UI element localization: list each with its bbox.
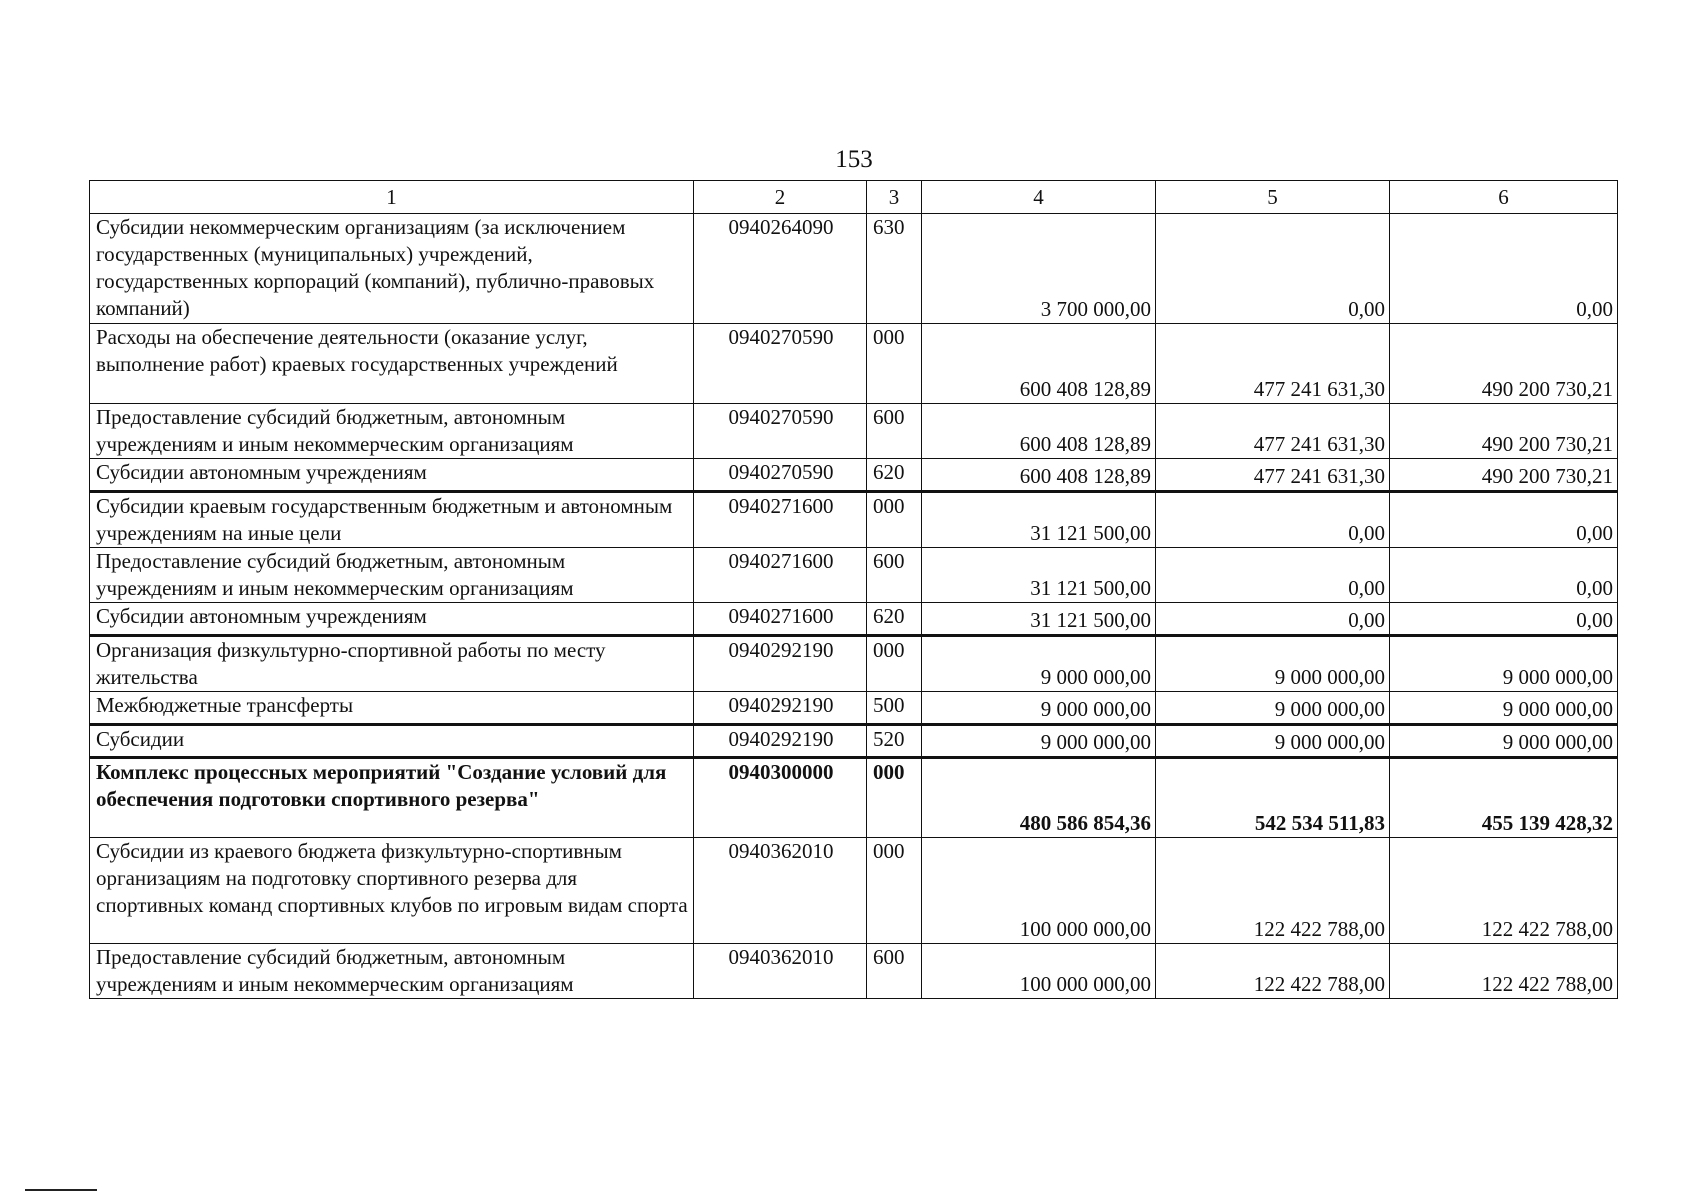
- row-name-cell: Субсидии краевым государственным бюджетным и автономным учреждениям на иные цели: [90, 492, 694, 548]
- row-kvr-cell: 500: [867, 692, 922, 725]
- row-kvr-cell: 630: [867, 214, 922, 324]
- row-amount-5-cell: 0,00: [1156, 603, 1390, 636]
- row-kvr-cell: 600: [867, 548, 922, 603]
- table-row: [90, 214, 1618, 324]
- row-kvr-cell: 000: [867, 324, 922, 404]
- header-row: [90, 181, 1618, 214]
- row-name-cell: Субсидии: [90, 725, 694, 758]
- row-kvr-cell: 000: [867, 492, 922, 548]
- table-row: [90, 404, 1618, 459]
- row-amount-5-cell: 122 422 788,00: [1156, 944, 1390, 999]
- row-amount-5-cell: 9 000 000,00: [1156, 636, 1390, 692]
- row-code-cell: 0940271600: [694, 603, 867, 636]
- row-amount-6-cell: 0,00: [1390, 548, 1618, 603]
- column-header-1: 1: [90, 181, 694, 214]
- row-name-cell: Субсидии из краевого бюджета физкультурно-спортивным организациям на подготовку спортивного резерва для спортивных команд спортивных клубов по игровым видам спорта: [90, 838, 694, 944]
- row-name-cell: Предоставление субсидий бюджетным, автономным учреждениям и иным некоммерческим организациям: [90, 404, 694, 459]
- row-code-cell: 0940270590: [694, 404, 867, 459]
- row-kvr-cell: 620: [867, 603, 922, 636]
- table-row: [90, 548, 1618, 603]
- row-amount-4-cell: 9 000 000,00: [922, 725, 1156, 758]
- row-amount-5-cell: 477 241 631,30: [1156, 324, 1390, 404]
- row-kvr-cell: 520: [867, 725, 922, 758]
- table-row: [90, 492, 1618, 548]
- row-amount-6-cell: 122 422 788,00: [1390, 838, 1618, 944]
- row-amount-6-cell: 9 000 000,00: [1390, 725, 1618, 758]
- row-kvr-cell: 600: [867, 944, 922, 999]
- row-kvr-cell: 620: [867, 459, 922, 492]
- row-kvr-cell: 600: [867, 404, 922, 459]
- row-amount-4-cell: 480 586 854,36: [922, 758, 1156, 838]
- table-row: [90, 692, 1618, 725]
- table-row: [90, 459, 1618, 492]
- row-amount-4-cell: 31 121 500,00: [922, 548, 1156, 603]
- row-code-cell: 0940292190: [694, 692, 867, 725]
- row-amount-6-cell: 455 139 428,32: [1390, 758, 1618, 838]
- row-amount-6-cell: 9 000 000,00: [1390, 636, 1618, 692]
- row-amount-5-cell: 0,00: [1156, 548, 1390, 603]
- table-row: [90, 758, 1618, 838]
- row-amount-4-cell: 600 408 128,89: [922, 404, 1156, 459]
- row-amount-4-cell: 100 000 000,00: [922, 838, 1156, 944]
- row-amount-5-cell: 542 534 511,83: [1156, 758, 1390, 838]
- column-header-3: 3: [867, 181, 922, 214]
- row-amount-6-cell: 122 422 788,00: [1390, 944, 1618, 999]
- row-amount-4-cell: 600 408 128,89: [922, 459, 1156, 492]
- row-kvr-cell: 000: [867, 636, 922, 692]
- table-row: [90, 944, 1618, 999]
- footnote-divider: [25, 1189, 97, 1191]
- table-row: [90, 725, 1618, 758]
- row-name-cell: Расходы на обеспечение деятельности (оказание услуг, выполнение работ) краевых государственных учреждений: [90, 324, 694, 404]
- row-amount-6-cell: 9 000 000,00: [1390, 692, 1618, 725]
- row-name-cell: Межбюджетные трансферты: [90, 692, 694, 725]
- table-row: [90, 603, 1618, 636]
- column-header-2: 2: [694, 181, 867, 214]
- row-name-cell: Предоставление субсидий бюджетным, автономным учреждениям и иным некоммерческим организациям: [90, 548, 694, 603]
- row-amount-5-cell: 477 241 631,30: [1156, 459, 1390, 492]
- row-code-cell: 0940362010: [694, 944, 867, 999]
- row-kvr-cell: 000: [867, 758, 922, 838]
- column-header-6: 6: [1390, 181, 1618, 214]
- row-kvr-cell: 000: [867, 838, 922, 944]
- row-amount-6-cell: 0,00: [1390, 492, 1618, 548]
- row-amount-5-cell: 0,00: [1156, 214, 1390, 324]
- column-header-4: 4: [922, 181, 1156, 214]
- row-amount-5-cell: 9 000 000,00: [1156, 692, 1390, 725]
- budget-table: [89, 180, 1618, 999]
- row-code-cell: 0940300000: [694, 758, 867, 838]
- row-name-cell: Комплекс процессных мероприятий "Создание условий для обеспечения подготовки спортивного резерва": [90, 758, 694, 838]
- row-amount-4-cell: 31 121 500,00: [922, 492, 1156, 548]
- row-code-cell: 0940271600: [694, 548, 867, 603]
- row-amount-6-cell: 0,00: [1390, 214, 1618, 324]
- row-amount-6-cell: 490 200 730,21: [1390, 459, 1618, 492]
- row-amount-5-cell: 122 422 788,00: [1156, 838, 1390, 944]
- table-row: [90, 636, 1618, 692]
- row-amount-4-cell: 9 000 000,00: [922, 692, 1156, 725]
- row-amount-4-cell: 3 700 000,00: [922, 214, 1156, 324]
- row-code-cell: 0940264090: [694, 214, 867, 324]
- row-amount-4-cell: 9 000 000,00: [922, 636, 1156, 692]
- row-name-cell: Субсидии автономным учреждениям: [90, 459, 694, 492]
- row-amount-4-cell: 600 408 128,89: [922, 324, 1156, 404]
- row-name-cell: Субсидии автономным учреждениям: [90, 603, 694, 636]
- column-header-5: 5: [1156, 181, 1390, 214]
- row-amount-5-cell: 477 241 631,30: [1156, 404, 1390, 459]
- row-amount-4-cell: 100 000 000,00: [922, 944, 1156, 999]
- row-code-cell: 0940362010: [694, 838, 867, 944]
- table-row: [90, 838, 1618, 944]
- row-name-cell: Предоставление субсидий бюджетным, автономным учреждениям и иным некоммерческим организациям: [90, 944, 694, 999]
- row-name-cell: Субсидии некоммерческим организациям (за исключением государственных (муниципальных) учреждений, государственных корпораций (компаний), публично-правовых компаний): [90, 214, 694, 324]
- row-amount-6-cell: 490 200 730,21: [1390, 324, 1618, 404]
- row-code-cell: 0940292190: [694, 636, 867, 692]
- row-amount-6-cell: 0,00: [1390, 603, 1618, 636]
- row-amount-5-cell: 0,00: [1156, 492, 1390, 548]
- row-code-cell: 0940292190: [694, 725, 867, 758]
- row-amount-5-cell: 9 000 000,00: [1156, 725, 1390, 758]
- row-code-cell: 0940270590: [694, 324, 867, 404]
- row-amount-6-cell: 490 200 730,21: [1390, 404, 1618, 459]
- row-amount-4-cell: 31 121 500,00: [922, 603, 1156, 636]
- page-number: 153: [835, 146, 873, 173]
- table-row: [90, 324, 1618, 404]
- row-code-cell: 0940271600: [694, 492, 867, 548]
- table-body: [90, 214, 1618, 999]
- row-name-cell: Организация физкультурно-спортивной работы по месту жительства: [90, 636, 694, 692]
- row-code-cell: 0940270590: [694, 459, 867, 492]
